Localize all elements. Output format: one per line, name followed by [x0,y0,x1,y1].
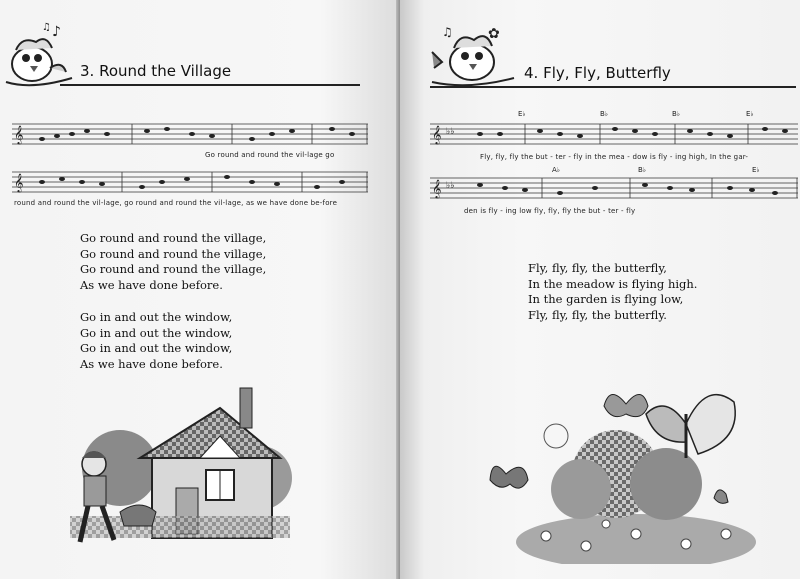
song-verse [80,231,266,373]
music-staff [430,172,798,202]
song-title: 3. Round the Village [80,62,232,80]
svg-text:♭♭: ♭♭ [446,181,455,191]
music-staff [12,118,368,148]
staff-lyrics: den is fly - ing low fly, fly, fly the but - ter - fly [464,207,636,215]
svg-text:𝄞: 𝄞 [14,173,24,192]
svg-text:♭♭: ♭♭ [446,127,455,137]
verse-line: In the meadow is flying high. [528,276,698,291]
chord-label: E♭ [746,110,754,118]
svg-text:𝄞: 𝄞 [14,125,24,144]
chord-label: A♭ [552,166,561,174]
svg-text:♫: ♫ [42,22,51,33]
verse-line: Go round and round the village, [80,231,267,245]
svg-text:𝄞: 𝄞 [432,125,442,144]
bird-icon [2,20,74,92]
verse-line: Go in and out the window, [80,309,233,324]
butterfly-meadow-illustration [486,384,756,564]
svg-text:♫: ♫ [442,25,453,39]
verse-line: Fly, fly, fly, the butterfly. [528,308,667,323]
chord-label: B♭ [672,110,681,118]
svg-text:𝄞: 𝄞 [432,179,442,198]
verse-line: Go in and out the window, [80,325,233,340]
verse-line: As we have done before. [80,278,223,293]
bird-icon [428,22,518,92]
song-verse [528,261,697,324]
song-title: 4. Fly, Fly, Butterfly [524,64,671,82]
music-staff [12,166,368,196]
title-rule [60,84,360,86]
svg-text:✿: ✿ [488,26,500,42]
verse-line: Go in and out the window, [80,341,233,356]
chord-label: B♭ [600,110,609,118]
chord-label: E♭ [752,166,760,174]
verse-line: Go round and round the village, [80,262,267,277]
chord-label: B♭ [638,166,647,174]
staff-lyrics: Go round and round the vil-lage go [205,151,335,159]
staff-lyrics: Fly, fly, fly the but - ter - fly in the mea - dow is fly - ing high, In the gar- [480,153,749,161]
chord-label: E♭ [518,110,526,118]
right-page [400,0,800,579]
staff-lyrics: round and round the vil-lage, go round and round the vil-lage, as we have done be-fore [14,199,338,207]
verse-line: As we have done before. [80,356,223,371]
verse-line: Go round and round the village, [80,246,267,261]
svg-text:♪: ♪ [52,24,61,40]
verse-line: Fly, fly, fly, the butterfly, [528,261,667,275]
title-rule [430,86,796,88]
verse-line: In the garden is flying low, [528,292,684,307]
music-staff [430,118,798,148]
village-house-illustration [60,378,300,554]
